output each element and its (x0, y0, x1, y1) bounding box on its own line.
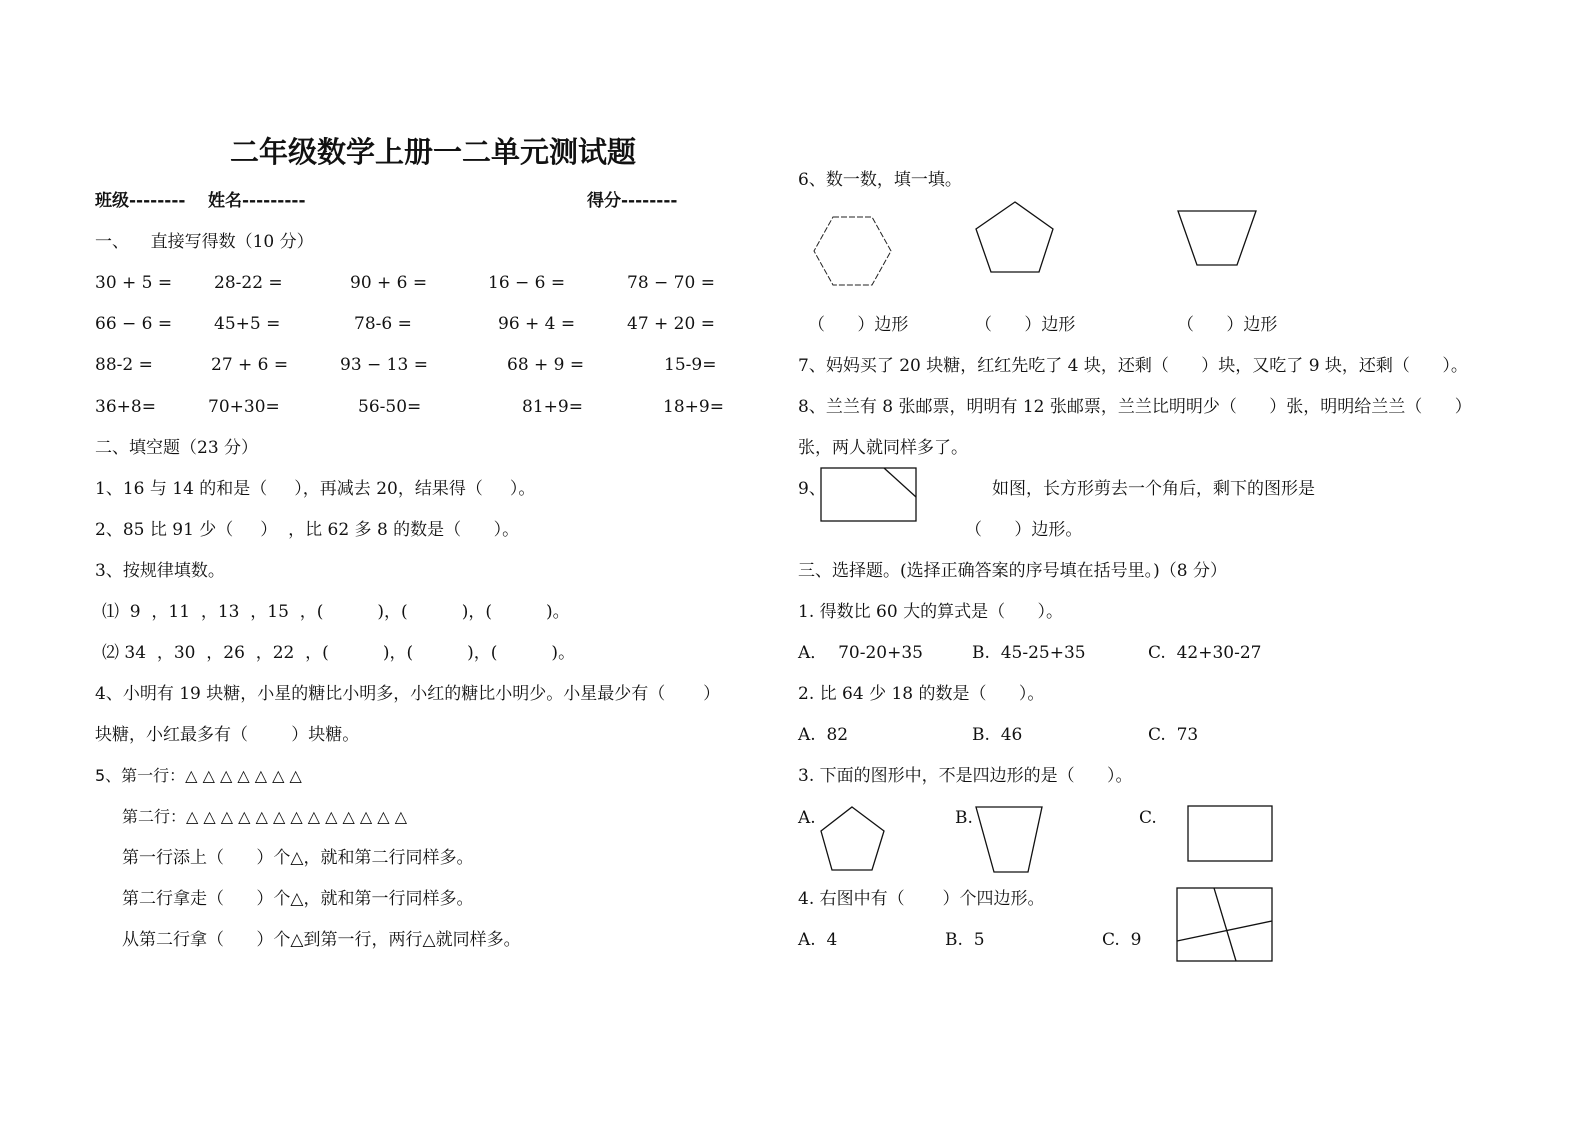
option-b-trapezoid-icon (976, 807, 1042, 872)
section3-heading: 三、选择题。(选择正确答案的序号填在括号里。)（8 分） (798, 561, 1227, 581)
question-5-sub-3: 从第二行拿（ ）个△到第一行，两行△就同样多。 (122, 930, 521, 950)
question-5-sub-1: 第一行添上（ ）个△，就和第二行同样多。 (122, 848, 474, 868)
question-9-blank: （ ）边形。 (965, 520, 1083, 540)
choice-question-3: 3. 下面的图形中，不是四边形的是（ ）。 (798, 766, 1133, 786)
pentagon-icon (976, 202, 1053, 272)
page-title: 二年级数学上册一二单元测试题 (230, 135, 637, 169)
calc-item: 16 − 6 = (488, 273, 566, 293)
choice-question-1: 1. 得数比 60 大的算式是（ ）。 (798, 602, 1063, 622)
choice-1-option-b[interactable]: B. 45-25+35 (972, 643, 1086, 663)
option-c-rectangle-icon (1188, 806, 1272, 861)
calc-item: 96 + 4 = (498, 314, 576, 334)
question-7: 7、妈妈买了 20 块糖，红红先吃了 4 块，还剩（ ）块，又吃了 9 块，还剩（ ）。 (798, 356, 1468, 376)
calc-item: 90 + 6 = (350, 273, 428, 293)
question-6-prompt: 6、数一数，填一填。 (798, 170, 962, 190)
calc-item: 66 − 6 = (95, 314, 173, 334)
calc-item: 78-6 = (354, 314, 412, 334)
calc-item: 78 − 70 = (627, 273, 715, 293)
question-3-sequence-1: ⑴ 9 ，11 ，13 ，15 ，( )，( )，( )。 (102, 602, 570, 622)
choice-3-option-b[interactable]: B. (955, 808, 973, 828)
question-4-line-2: 块糖，小红最多有（ ）块糖。 (95, 725, 360, 745)
calc-item: 28-22 = (214, 273, 283, 293)
cut-rectangle-icon (821, 468, 916, 521)
score-field[interactable]: 得分-------- (587, 191, 678, 211)
choice-2-option-a[interactable]: A. 82 (798, 725, 849, 745)
choice-1-option-a[interactable]: A． 70-20+35 (798, 643, 923, 663)
section2-heading: 二、填空题（23 分） (95, 438, 259, 458)
question-9-text: 如图，长方形剪去一个角后，剩下的图形是 (992, 479, 1315, 499)
question-5-row-1: 5、第一行：△ △ △ △ △ △ △ (95, 766, 302, 785)
calc-item: 18+9= (663, 397, 724, 417)
question-3-sequence-2: ⑵ 34 ，30 ，26 ，22 ，( )，( )，( )。 (102, 643, 576, 663)
choice-question-4: 4. 右图中有（ ）个四边形。 (798, 889, 1045, 909)
choice-2-option-c[interactable]: C. 73 (1148, 725, 1199, 745)
question-3-prompt: 3、按规律填数。 (95, 561, 225, 581)
choice-4-option-c[interactable]: C. 9 (1102, 930, 1142, 950)
hexagon-icon (814, 217, 891, 285)
quadrilateral-count-figure (1177, 888, 1272, 961)
question-8-line-2: 张，两人就同样多了。 (798, 438, 968, 458)
question-5-row-2: 第二行：△ △ △ △ △ △ △ △ △ △ △ △ △ (122, 807, 407, 826)
option-a-pentagon-icon (821, 807, 884, 870)
question-5-sub-2: 第二行拿走（ ）个△，就和第一行同样多。 (122, 889, 474, 909)
question-8-line-1: 8、兰兰有 8 张邮票，明明有 12 张邮票，兰兰比明明少（ ）张，明明给兰兰（ ） (798, 397, 1472, 417)
choice-1-option-c[interactable]: C. 42+30-27 (1148, 643, 1262, 663)
calc-item: 36+8= (95, 397, 156, 417)
calc-item: 68 + 9 = (507, 355, 585, 375)
question-2: 2、85 比 91 少（ ） ，比 62 多 8 的数是（ ）。 (95, 520, 520, 540)
choice-4-option-a[interactable]: A. 4 (798, 930, 838, 950)
question-6-blank-2: （ ）边形 (975, 315, 1076, 335)
question-1: 1、16 与 14 的和是（ ），再减去 20，结果得（ ）。 (95, 479, 536, 499)
choice-4-option-b[interactable]: B. 5 (945, 930, 985, 950)
calc-item: 47 + 20 = (627, 314, 715, 334)
question-6-blank-3: （ ）边形 (1177, 315, 1278, 335)
calc-item: 27 + 6 = (211, 355, 289, 375)
calc-item: 93 − 13 = (340, 355, 428, 375)
calc-item: 70+30= (208, 397, 280, 417)
choice-question-2: 2. 比 64 少 18 的数是（ ）。 (798, 684, 1045, 704)
question-9-number: 9、 (798, 479, 826, 499)
name-field[interactable]: 姓名--------- (208, 191, 306, 211)
calc-item: 30 + 5 = (95, 273, 173, 293)
trapezoid-icon (1178, 211, 1256, 265)
choice-3-option-c[interactable]: C. (1139, 808, 1157, 828)
choice-3-option-a[interactable]: A. (798, 808, 816, 828)
calc-item: 88-2 = (95, 355, 153, 375)
calc-item: 15-9= (664, 355, 717, 375)
calc-item: 45+5 = (214, 314, 281, 334)
question-6-blank-1: （ ）边形 (808, 315, 909, 335)
section1-heading: 一、 直接写得数（10 分） (95, 232, 314, 252)
choice-2-option-b[interactable]: B. 46 (972, 725, 1023, 745)
question-4-line-1: 4、小明有 19 块糖，小星的糖比小明多，小红的糖比小明少。小星最少有（ ） (95, 684, 721, 704)
class-field[interactable]: 班级-------- (95, 191, 186, 211)
calc-item: 56-50= (358, 397, 422, 417)
calc-item: 81+9= (522, 397, 583, 417)
